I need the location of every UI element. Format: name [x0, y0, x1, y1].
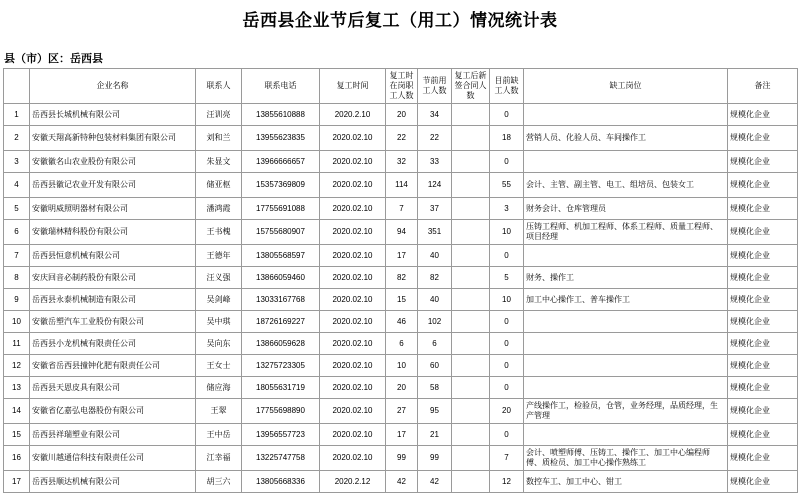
cell-company: 岳西县天恩皮具有限公司 [30, 377, 196, 399]
cell-index: 10 [4, 311, 30, 333]
cell-date: 2020.02.10 [320, 126, 386, 151]
cell-onsite: 6 [386, 333, 418, 355]
cell-contact: 吴剑峰 [196, 289, 242, 311]
cell-posts: 营销人员、化验人员、车间操作工 [524, 126, 728, 151]
cell-posts [524, 104, 728, 126]
header-contact: 联系人 [196, 69, 242, 104]
cell-note: 规模化企业 [728, 355, 798, 377]
cell-new-contracts [452, 245, 490, 267]
cell-index: 15 [4, 424, 30, 446]
cell-phone: 17755698890 [242, 399, 320, 424]
cell-shortage: 0 [490, 104, 524, 126]
header-row [4, 69, 798, 104]
cell-before: 58 [418, 377, 452, 399]
cell-contact: 王德年 [196, 245, 242, 267]
cell-date: 2020.02.10 [320, 289, 386, 311]
cell-contact: 汪义强 [196, 267, 242, 289]
cell-shortage: 0 [490, 151, 524, 173]
cell-before: 40 [418, 289, 452, 311]
cell-index: 14 [4, 399, 30, 424]
cell-date: 2020.02.10 [320, 151, 386, 173]
cell-date: 2020.02.10 [320, 355, 386, 377]
cell-shortage: 55 [490, 173, 524, 198]
cell-onsite: 32 [386, 151, 418, 173]
cell-onsite: 82 [386, 267, 418, 289]
cell-phone: 17755691088 [242, 198, 320, 220]
cell-company: 安徽省岳西县撞钟化肥有限责任公司 [30, 355, 196, 377]
cell-note: 规模化企业 [728, 104, 798, 126]
cell-note: 规模化企业 [728, 245, 798, 267]
cell-index: 8 [4, 267, 30, 289]
header-company: 企业名称 [30, 69, 196, 104]
table-title: 岳西县企业节后复工（用工）情况统计表 [242, 11, 558, 30]
table-row [4, 289, 798, 311]
cell-shortage: 0 [490, 311, 524, 333]
cell-posts: 产线操作工，检验员，仓管，业务经理，品质经理，生产管理 [524, 399, 728, 424]
cell-before: 60 [418, 355, 452, 377]
cell-index: 7 [4, 245, 30, 267]
cell-contact: 王书槐 [196, 220, 242, 245]
cell-company: 岳西县徽记农业开发有限公司 [30, 173, 196, 198]
cell-before: 34 [418, 104, 452, 126]
cell-contact: 储亚枢 [196, 173, 242, 198]
cell-posts: 数控车工、加工中心、钳工 [524, 471, 728, 493]
cell-index: 1 [4, 104, 30, 126]
cell-phone: 13955623835 [242, 126, 320, 151]
cell-contact: 汪训亮 [196, 104, 242, 126]
cell-phone: 13275723305 [242, 355, 320, 377]
cell-posts: 加工中心操作工、普车操作工 [524, 289, 728, 311]
cell-index: 12 [4, 355, 30, 377]
cell-company: 岳西县顺达机械有限公司 [30, 471, 196, 493]
header-note: 备注 [728, 69, 798, 104]
cell-index: 11 [4, 333, 30, 355]
cell-onsite: 114 [386, 173, 418, 198]
cell-before: 22 [418, 126, 452, 151]
cell-new-contracts [452, 446, 490, 471]
cell-index: 2 [4, 126, 30, 151]
cell-onsite: 20 [386, 377, 418, 399]
cell-index: 13 [4, 377, 30, 399]
cell-contact: 王中岳 [196, 424, 242, 446]
cell-shortage: 0 [490, 424, 524, 446]
cell-company: 岳西县永泰机械制造有限公司 [30, 289, 196, 311]
cell-onsite: 7 [386, 198, 418, 220]
cell-shortage: 7 [490, 446, 524, 471]
cell-phone: 13866059460 [242, 267, 320, 289]
table-row [4, 333, 798, 355]
table-row [4, 471, 798, 493]
cell-index: 3 [4, 151, 30, 173]
cell-onsite: 46 [386, 311, 418, 333]
cell-shortage: 12 [490, 471, 524, 493]
cell-before: 82 [418, 267, 452, 289]
cell-date: 2020.02.10 [320, 311, 386, 333]
cell-index: 9 [4, 289, 30, 311]
cell-note: 规模化企业 [728, 377, 798, 399]
cell-phone: 13805668336 [242, 471, 320, 493]
cell-index: 16 [4, 446, 30, 471]
statistics-table [3, 68, 798, 493]
cell-date: 2020.02.10 [320, 446, 386, 471]
cell-new-contracts [452, 311, 490, 333]
cell-before: 33 [418, 151, 452, 173]
cell-before: 124 [418, 173, 452, 198]
cell-phone: 13033167768 [242, 289, 320, 311]
cell-date: 2020.02.10 [320, 399, 386, 424]
cell-contact: 江幸福 [196, 446, 242, 471]
cell-onsite: 17 [386, 424, 418, 446]
cell-date: 2020.2.10 [320, 104, 386, 126]
cell-company: 安徽省亿嘉弘电器股份有限公司 [30, 399, 196, 424]
cell-onsite: 17 [386, 245, 418, 267]
cell-phone: 13966666657 [242, 151, 320, 173]
table-row [4, 446, 798, 471]
cell-note: 规模化企业 [728, 220, 798, 245]
cell-contact: 胡三六 [196, 471, 242, 493]
header-before: 节前用工人数 [418, 69, 452, 104]
cell-note: 规模化企业 [728, 399, 798, 424]
cell-contact: 吴中琪 [196, 311, 242, 333]
cell-posts [524, 311, 728, 333]
cell-date: 2020.02.10 [320, 220, 386, 245]
cell-before: 102 [418, 311, 452, 333]
cell-company: 岳西县恒意机械有限公司 [30, 245, 196, 267]
cell-shortage: 10 [490, 289, 524, 311]
cell-shortage: 10 [490, 220, 524, 245]
cell-onsite: 15 [386, 289, 418, 311]
table-row [4, 220, 798, 245]
cell-onsite: 99 [386, 446, 418, 471]
cell-posts: 压铸工程师、机加工程师、体系工程师、质量工程师、项目经理 [524, 220, 728, 245]
cell-shortage: 3 [490, 198, 524, 220]
cell-company: 安徽天翔高新特种包装材料集团有限公司 [30, 126, 196, 151]
cell-new-contracts [452, 220, 490, 245]
cell-note: 规模化企业 [728, 198, 798, 220]
cell-contact: 王翠 [196, 399, 242, 424]
cell-company: 安徽明威照明器材有限公司 [30, 198, 196, 220]
cell-contact: 储应海 [196, 377, 242, 399]
header-phone: 联系电话 [242, 69, 320, 104]
table-row [4, 267, 798, 289]
cell-index: 4 [4, 173, 30, 198]
cell-note: 规模化企业 [728, 289, 798, 311]
table-row [4, 355, 798, 377]
cell-note: 规模化企业 [728, 333, 798, 355]
cell-index: 6 [4, 220, 30, 245]
cell-note: 规模化企业 [728, 267, 798, 289]
cell-date: 2020.2.12 [320, 471, 386, 493]
header-new-contracts: 复工后新签合同人数 [452, 69, 490, 104]
cell-onsite: 20 [386, 104, 418, 126]
cell-before: 95 [418, 399, 452, 424]
cell-phone: 13956557723 [242, 424, 320, 446]
cell-company: 岳西县小龙机械有限责任公司 [30, 333, 196, 355]
cell-note: 规模化企业 [728, 471, 798, 493]
table-row [4, 311, 798, 333]
cell-new-contracts [452, 333, 490, 355]
cell-new-contracts [452, 355, 490, 377]
cell-shortage: 5 [490, 267, 524, 289]
cell-posts [524, 424, 728, 446]
cell-date: 2020.02.10 [320, 173, 386, 198]
table-row [4, 399, 798, 424]
cell-company: 安庆回音必制药股份有限公司 [30, 267, 196, 289]
cell-new-contracts [452, 267, 490, 289]
cell-new-contracts [452, 289, 490, 311]
cell-posts [524, 333, 728, 355]
cell-company: 安徽瑞林精科股份有限公司 [30, 220, 196, 245]
table-row [4, 377, 798, 399]
cell-note: 规模化企业 [728, 446, 798, 471]
cell-shortage: 0 [490, 333, 524, 355]
cell-phone: 15357369809 [242, 173, 320, 198]
cell-contact: 潘鸿霞 [196, 198, 242, 220]
cell-new-contracts [452, 104, 490, 126]
county-label: 县（市）区：岳西县 [4, 53, 103, 65]
table-row [4, 126, 798, 151]
table-row [4, 245, 798, 267]
cell-posts [524, 245, 728, 267]
cell-new-contracts [452, 424, 490, 446]
cell-company: 安徽岳塑汽车工业股份有限公司 [30, 311, 196, 333]
table-row [4, 198, 798, 220]
cell-before: 37 [418, 198, 452, 220]
cell-before: 40 [418, 245, 452, 267]
cell-date: 2020.02.10 [320, 424, 386, 446]
cell-phone: 15755680907 [242, 220, 320, 245]
cell-shortage: 18 [490, 126, 524, 151]
cell-company: 安徽川越通信科技有限责任公司 [30, 446, 196, 471]
cell-new-contracts [452, 471, 490, 493]
cell-new-contracts [452, 126, 490, 151]
cell-note: 规模化企业 [728, 424, 798, 446]
cell-date: 2020.02.10 [320, 245, 386, 267]
cell-shortage: 0 [490, 245, 524, 267]
cell-phone: 13225747758 [242, 446, 320, 471]
table-row [4, 424, 798, 446]
cell-onsite: 10 [386, 355, 418, 377]
cell-phone: 13866059628 [242, 333, 320, 355]
cell-before: 99 [418, 446, 452, 471]
cell-date: 2020.02.10 [320, 333, 386, 355]
table-row [4, 151, 798, 173]
cell-onsite: 27 [386, 399, 418, 424]
cell-shortage: 20 [490, 399, 524, 424]
cell-note: 规模化企业 [728, 151, 798, 173]
cell-shortage: 0 [490, 377, 524, 399]
cell-contact: 吴向东 [196, 333, 242, 355]
cell-note: 规模化企业 [728, 173, 798, 198]
cell-note: 规模化企业 [728, 311, 798, 333]
cell-posts: 会计、喷塑师傅、压铸工、操作工、加工中心编程师傅、质检员、加工中心操作熟练工 [524, 446, 728, 471]
cell-phone: 13855610888 [242, 104, 320, 126]
cell-shortage: 0 [490, 355, 524, 377]
header-index [4, 69, 30, 104]
cell-new-contracts [452, 151, 490, 173]
cell-company: 安徽徽名山农业股份有限公司 [30, 151, 196, 173]
cell-note: 规模化企业 [728, 126, 798, 151]
cell-company: 岳西县长城机械有限公司 [30, 104, 196, 126]
cell-phone: 13805568597 [242, 245, 320, 267]
cell-date: 2020.02.10 [320, 198, 386, 220]
header-date: 复工时间 [320, 69, 386, 104]
cell-contact: 刘和兰 [196, 126, 242, 151]
cell-index: 17 [4, 471, 30, 493]
cell-before: 21 [418, 424, 452, 446]
cell-posts [524, 377, 728, 399]
cell-onsite: 22 [386, 126, 418, 151]
table-row [4, 104, 798, 126]
cell-new-contracts [452, 399, 490, 424]
cell-before: 351 [418, 220, 452, 245]
cell-index: 5 [4, 198, 30, 220]
cell-posts: 财务、操作工 [524, 267, 728, 289]
cell-new-contracts [452, 198, 490, 220]
table-row [4, 173, 798, 198]
cell-posts [524, 355, 728, 377]
cell-phone: 18055631719 [242, 377, 320, 399]
header-onsite: 复工时在岗职工人数 [386, 69, 418, 104]
cell-posts: 会计、主管、副主管、电工、组培员、包装女工 [524, 173, 728, 198]
cell-phone: 18726169227 [242, 311, 320, 333]
cell-before: 42 [418, 471, 452, 493]
cell-contact: 朱显文 [196, 151, 242, 173]
cell-posts [524, 151, 728, 173]
header-posts: 缺工岗位 [524, 69, 728, 104]
cell-contact: 王女士 [196, 355, 242, 377]
cell-new-contracts [452, 173, 490, 198]
cell-onsite: 42 [386, 471, 418, 493]
header-shortage: 目前缺工人数 [490, 69, 524, 104]
cell-new-contracts [452, 377, 490, 399]
cell-before: 6 [418, 333, 452, 355]
cell-company: 岳西县祥瑞塑业有限公司 [30, 424, 196, 446]
cell-date: 2020.02.10 [320, 377, 386, 399]
cell-onsite: 94 [386, 220, 418, 245]
cell-date: 2020.02.10 [320, 267, 386, 289]
cell-posts: 财务会计、仓库管理员 [524, 198, 728, 220]
